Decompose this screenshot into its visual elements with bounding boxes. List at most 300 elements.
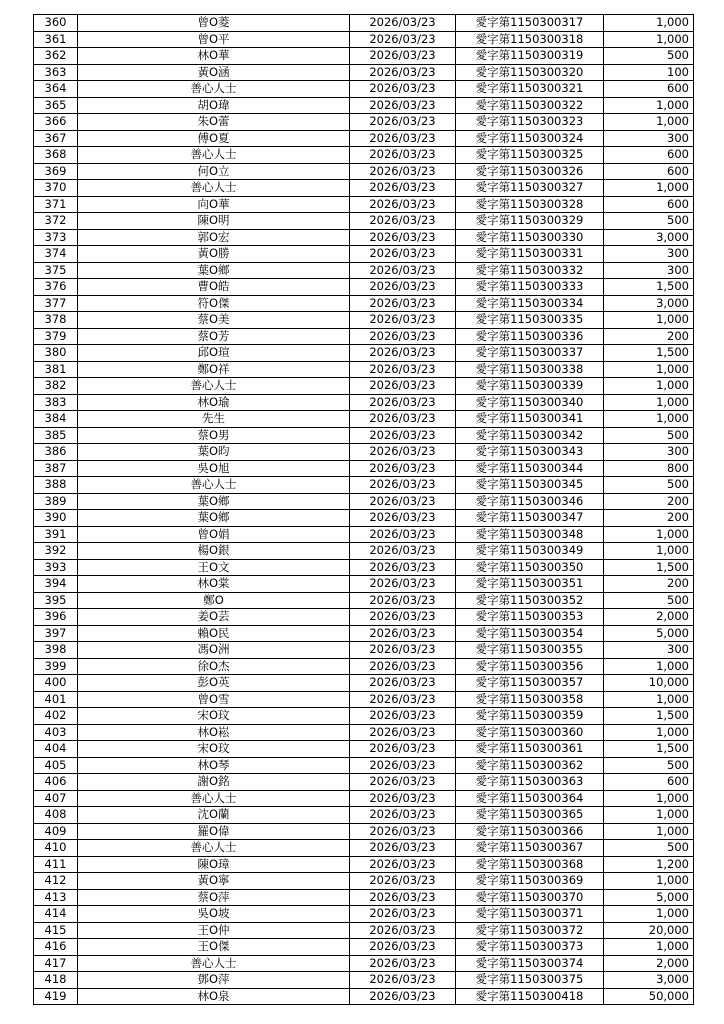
donor-name: 傅O夏 [78, 130, 350, 147]
donor-name: 曾O雪 [78, 691, 350, 708]
donation-date: 2026/03/23 [350, 576, 456, 593]
table-row [34, 708, 694, 725]
donation-amount: 1,000 [604, 543, 694, 560]
donation-date: 2026/03/23 [350, 378, 456, 395]
donation-date: 2026/03/23 [350, 279, 456, 296]
receipt-number: 愛字第1150300368 [456, 856, 604, 873]
donor-name: 林O泉 [78, 988, 350, 1005]
table-row [34, 856, 694, 873]
donor-name: 何O立 [78, 163, 350, 180]
receipt-number: 愛字第1150300337 [456, 345, 604, 362]
donor-name: 曾O菱 [78, 15, 350, 32]
donation-amount: 300 [604, 444, 694, 461]
row-number: 363 [34, 64, 78, 81]
table-row [34, 741, 694, 758]
donation-amount: 200 [604, 576, 694, 593]
row-number: 394 [34, 576, 78, 593]
row-number: 402 [34, 708, 78, 725]
donation-amount: 1,000 [604, 114, 694, 131]
donation-date: 2026/03/23 [350, 477, 456, 494]
donor-name: 陳O明 [78, 213, 350, 230]
row-number: 400 [34, 675, 78, 692]
receipt-number: 愛字第1150300339 [456, 378, 604, 395]
donation-amount: 500 [604, 213, 694, 230]
row-number: 362 [34, 48, 78, 65]
receipt-number: 愛字第1150300319 [456, 48, 604, 65]
donation-date: 2026/03/23 [350, 906, 456, 923]
donation-amount: 1,500 [604, 279, 694, 296]
table-row [34, 328, 694, 345]
donation-date: 2026/03/23 [350, 724, 456, 741]
donation-amount: 1,000 [604, 823, 694, 840]
receipt-number: 愛字第1150300361 [456, 741, 604, 758]
row-number: 380 [34, 345, 78, 362]
receipt-number: 愛字第1150300320 [456, 64, 604, 81]
table-row [34, 427, 694, 444]
donation-date: 2026/03/23 [350, 790, 456, 807]
receipt-number: 愛字第1150300366 [456, 823, 604, 840]
row-number: 371 [34, 196, 78, 213]
donor-name: 鄭O [78, 592, 350, 609]
table-row [34, 658, 694, 675]
donation-date: 2026/03/23 [350, 955, 456, 972]
row-number: 370 [34, 180, 78, 197]
receipt-number: 愛字第1150300332 [456, 262, 604, 279]
donor-name: 林O崧 [78, 724, 350, 741]
receipt-number: 愛字第1150300318 [456, 31, 604, 48]
donation-date: 2026/03/23 [350, 856, 456, 873]
row-number: 368 [34, 147, 78, 164]
table-row [34, 510, 694, 527]
row-number: 419 [34, 988, 78, 1005]
donation-date: 2026/03/23 [350, 675, 456, 692]
donation-date: 2026/03/23 [350, 114, 456, 131]
donor-name: 蔡O男 [78, 427, 350, 444]
donor-name: 黃O涵 [78, 64, 350, 81]
donation-date: 2026/03/23 [350, 972, 456, 989]
donation-amount: 3,000 [604, 295, 694, 312]
donation-date: 2026/03/23 [350, 64, 456, 81]
table-row [34, 559, 694, 576]
row-number: 418 [34, 972, 78, 989]
donation-date: 2026/03/23 [350, 559, 456, 576]
table-row [34, 790, 694, 807]
donation-date: 2026/03/23 [350, 543, 456, 560]
donation-amount: 500 [604, 840, 694, 857]
row-number: 383 [34, 394, 78, 411]
donation-amount: 1,000 [604, 906, 694, 923]
receipt-number: 愛字第1150300367 [456, 840, 604, 857]
donor-name: 善心人士 [78, 378, 350, 395]
row-number: 386 [34, 444, 78, 461]
donation-amount: 1,000 [604, 361, 694, 378]
table-row [34, 394, 694, 411]
donation-date: 2026/03/23 [350, 15, 456, 32]
donation-table-body [34, 15, 694, 1005]
donation-date: 2026/03/23 [350, 460, 456, 477]
donor-name: 謝O銘 [78, 774, 350, 791]
donation-amount: 1,000 [604, 724, 694, 741]
donor-name: 善心人士 [78, 147, 350, 164]
table-row [34, 163, 694, 180]
donation-date: 2026/03/23 [350, 427, 456, 444]
donation-amount: 500 [604, 48, 694, 65]
row-number: 397 [34, 625, 78, 642]
donation-amount: 20,000 [604, 922, 694, 939]
receipt-number: 愛字第1150300342 [456, 427, 604, 444]
table-row [34, 64, 694, 81]
donation-amount: 500 [604, 757, 694, 774]
table-row [34, 196, 694, 213]
donation-date: 2026/03/23 [350, 625, 456, 642]
table-row [34, 955, 694, 972]
receipt-number: 愛字第1150300336 [456, 328, 604, 345]
donor-name: 徐O杰 [78, 658, 350, 675]
table-row [34, 130, 694, 147]
donation-date: 2026/03/23 [350, 295, 456, 312]
donation-amount: 1,000 [604, 807, 694, 824]
donor-name: 馮O洲 [78, 642, 350, 659]
donor-name: 向O華 [78, 196, 350, 213]
table-row [34, 774, 694, 791]
table-row [34, 939, 694, 956]
donation-date: 2026/03/23 [350, 246, 456, 263]
donor-name: 林O華 [78, 48, 350, 65]
receipt-number: 愛字第1150300353 [456, 609, 604, 626]
receipt-number: 愛字第1150300335 [456, 312, 604, 329]
donation-amount: 1,000 [604, 378, 694, 395]
donation-date: 2026/03/23 [350, 147, 456, 164]
table-row [34, 15, 694, 32]
donation-amount: 200 [604, 328, 694, 345]
donation-date: 2026/03/23 [350, 691, 456, 708]
donor-name: 蔡O美 [78, 312, 350, 329]
row-number: 412 [34, 873, 78, 890]
donor-name: 蔡O萍 [78, 889, 350, 906]
table-row [34, 757, 694, 774]
donation-amount: 2,000 [604, 955, 694, 972]
receipt-number: 愛字第1150300364 [456, 790, 604, 807]
table-row [34, 675, 694, 692]
donor-name: 陳O璋 [78, 856, 350, 873]
table-row [34, 576, 694, 593]
donation-amount: 1,000 [604, 97, 694, 114]
donor-name: 吳O坡 [78, 906, 350, 923]
donor-name: 黃O勝 [78, 246, 350, 263]
donor-name: 葉O鄉 [78, 262, 350, 279]
donation-date: 2026/03/23 [350, 213, 456, 230]
row-number: 417 [34, 955, 78, 972]
donation-amount: 300 [604, 642, 694, 659]
table-row [34, 31, 694, 48]
donation-date: 2026/03/23 [350, 757, 456, 774]
donation-date: 2026/03/23 [350, 510, 456, 527]
receipt-number: 愛字第1150300324 [456, 130, 604, 147]
table-row [34, 592, 694, 609]
row-number: 395 [34, 592, 78, 609]
donation-date: 2026/03/23 [350, 130, 456, 147]
donation-amount: 1,000 [604, 312, 694, 329]
receipt-number: 愛字第1150300356 [456, 658, 604, 675]
receipt-number: 愛字第1150300418 [456, 988, 604, 1005]
table-row [34, 48, 694, 65]
donation-amount: 500 [604, 592, 694, 609]
table-row [34, 988, 694, 1005]
row-number: 398 [34, 642, 78, 659]
table-row [34, 213, 694, 230]
row-number: 381 [34, 361, 78, 378]
receipt-number: 愛字第1150300350 [456, 559, 604, 576]
donor-name: 王O傑 [78, 939, 350, 956]
donation-date: 2026/03/23 [350, 196, 456, 213]
receipt-number: 愛字第1150300365 [456, 807, 604, 824]
donor-name: 善心人士 [78, 81, 350, 98]
donation-amount: 5,000 [604, 889, 694, 906]
donation-date: 2026/03/23 [350, 823, 456, 840]
donation-date: 2026/03/23 [350, 394, 456, 411]
donor-name: 善心人士 [78, 955, 350, 972]
donation-date: 2026/03/23 [350, 493, 456, 510]
row-number: 409 [34, 823, 78, 840]
donation-amount: 100 [604, 64, 694, 81]
table-row [34, 724, 694, 741]
receipt-number: 愛字第1150300341 [456, 411, 604, 428]
row-number: 385 [34, 427, 78, 444]
row-number: 408 [34, 807, 78, 824]
table-row [34, 807, 694, 824]
donation-amount: 50,000 [604, 988, 694, 1005]
table-row [34, 97, 694, 114]
row-number: 392 [34, 543, 78, 560]
table-row [34, 147, 694, 164]
donor-name: 宋O玟 [78, 741, 350, 758]
table-row [34, 180, 694, 197]
table-row [34, 889, 694, 906]
donation-date: 2026/03/23 [350, 262, 456, 279]
receipt-number: 愛字第1150300349 [456, 543, 604, 560]
donation-amount: 1,000 [604, 939, 694, 956]
donor-name: 善心人士 [78, 180, 350, 197]
donor-name: 賴O民 [78, 625, 350, 642]
row-number: 390 [34, 510, 78, 527]
receipt-number: 愛字第1150300354 [456, 625, 604, 642]
table-row [34, 345, 694, 362]
row-number: 416 [34, 939, 78, 956]
receipt-number: 愛字第1150300345 [456, 477, 604, 494]
row-number: 373 [34, 229, 78, 246]
donation-date: 2026/03/23 [350, 889, 456, 906]
donation-amount: 800 [604, 460, 694, 477]
donor-name: 先生 [78, 411, 350, 428]
table-row [34, 246, 694, 263]
donation-date: 2026/03/23 [350, 312, 456, 329]
donation-amount: 600 [604, 196, 694, 213]
donation-amount: 500 [604, 477, 694, 494]
receipt-number: 愛字第1150300371 [456, 906, 604, 923]
row-number: 361 [34, 31, 78, 48]
row-number: 378 [34, 312, 78, 329]
donation-table [33, 14, 694, 1005]
row-number: 399 [34, 658, 78, 675]
table-row [34, 312, 694, 329]
row-number: 415 [34, 922, 78, 939]
table-row [34, 114, 694, 131]
donation-amount: 3,000 [604, 229, 694, 246]
row-number: 377 [34, 295, 78, 312]
receipt-number: 愛字第1150300326 [456, 163, 604, 180]
donor-name: 沈O蘭 [78, 807, 350, 824]
row-number: 403 [34, 724, 78, 741]
donation-date: 2026/03/23 [350, 31, 456, 48]
receipt-number: 愛字第1150300370 [456, 889, 604, 906]
table-row [34, 361, 694, 378]
row-number: 401 [34, 691, 78, 708]
table-row [34, 262, 694, 279]
row-number: 406 [34, 774, 78, 791]
row-number: 374 [34, 246, 78, 263]
receipt-number: 愛字第1150300351 [456, 576, 604, 593]
receipt-number: 愛字第1150300327 [456, 180, 604, 197]
row-number: 411 [34, 856, 78, 873]
donation-amount: 1,000 [604, 873, 694, 890]
table-row [34, 823, 694, 840]
receipt-number: 愛字第1150300372 [456, 922, 604, 939]
donation-amount: 1,000 [604, 790, 694, 807]
row-number: 387 [34, 460, 78, 477]
table-row [34, 378, 694, 395]
donor-name: 曾O娟 [78, 526, 350, 543]
receipt-number: 愛字第1150300321 [456, 81, 604, 98]
receipt-number: 愛字第1150300352 [456, 592, 604, 609]
receipt-number: 愛字第1150300358 [456, 691, 604, 708]
donation-date: 2026/03/23 [350, 708, 456, 725]
donation-date: 2026/03/23 [350, 774, 456, 791]
donor-name: 朱O蕾 [78, 114, 350, 131]
donor-name: 胡O瑋 [78, 97, 350, 114]
row-number: 393 [34, 559, 78, 576]
table-row [34, 460, 694, 477]
donation-date: 2026/03/23 [350, 873, 456, 890]
donor-name: 邱O瑄 [78, 345, 350, 362]
donor-name: 蔡O芳 [78, 328, 350, 345]
row-number: 404 [34, 741, 78, 758]
donor-name: 葉O鄉 [78, 510, 350, 527]
row-number: 375 [34, 262, 78, 279]
receipt-number: 愛字第1150300375 [456, 972, 604, 989]
donor-name: 楊O銀 [78, 543, 350, 560]
donor-name: 姜O芸 [78, 609, 350, 626]
row-number: 388 [34, 477, 78, 494]
row-number: 367 [34, 130, 78, 147]
receipt-number: 愛字第1150300373 [456, 939, 604, 956]
donation-date: 2026/03/23 [350, 609, 456, 626]
table-row [34, 444, 694, 461]
donation-amount: 1,500 [604, 708, 694, 725]
row-number: 372 [34, 213, 78, 230]
table-row [34, 642, 694, 659]
row-number: 389 [34, 493, 78, 510]
table-row [34, 229, 694, 246]
donation-date: 2026/03/23 [350, 642, 456, 659]
row-number: 407 [34, 790, 78, 807]
donor-name: 彭O英 [78, 675, 350, 692]
donation-amount: 1,000 [604, 691, 694, 708]
receipt-number: 愛字第1150300359 [456, 708, 604, 725]
receipt-number: 愛字第1150300343 [456, 444, 604, 461]
donor-name: 鄧O萍 [78, 972, 350, 989]
table-row [34, 922, 694, 939]
row-number: 414 [34, 906, 78, 923]
receipt-number: 愛字第1150300347 [456, 510, 604, 527]
donor-name: 郭O宏 [78, 229, 350, 246]
donation-date: 2026/03/23 [350, 741, 456, 758]
donation-amount: 5,000 [604, 625, 694, 642]
donation-date: 2026/03/23 [350, 411, 456, 428]
row-number: 410 [34, 840, 78, 857]
table-row [34, 279, 694, 296]
donor-name: 黃O寧 [78, 873, 350, 890]
row-number: 391 [34, 526, 78, 543]
receipt-number: 愛字第1150300330 [456, 229, 604, 246]
donation-amount: 1,000 [604, 394, 694, 411]
donation-amount: 300 [604, 262, 694, 279]
table-row [34, 543, 694, 560]
table-row [34, 873, 694, 890]
donation-date: 2026/03/23 [350, 48, 456, 65]
donor-name: 林O瑜 [78, 394, 350, 411]
donation-amount: 600 [604, 774, 694, 791]
donation-amount: 600 [604, 147, 694, 164]
receipt-number: 愛字第1150300363 [456, 774, 604, 791]
donation-amount: 1,500 [604, 559, 694, 576]
receipt-number: 愛字第1150300329 [456, 213, 604, 230]
receipt-number: 愛字第1150300322 [456, 97, 604, 114]
donation-date: 2026/03/23 [350, 939, 456, 956]
donation-date: 2026/03/23 [350, 840, 456, 857]
receipt-number: 愛字第1150300333 [456, 279, 604, 296]
donation-date: 2026/03/23 [350, 922, 456, 939]
row-number: 379 [34, 328, 78, 345]
table-row [34, 526, 694, 543]
donor-name: 善心人士 [78, 477, 350, 494]
receipt-number: 愛字第1150300362 [456, 757, 604, 774]
donation-amount: 3,000 [604, 972, 694, 989]
donation-amount: 1,000 [604, 411, 694, 428]
donation-date: 2026/03/23 [350, 526, 456, 543]
row-number: 366 [34, 114, 78, 131]
donation-date: 2026/03/23 [350, 163, 456, 180]
donation-amount: 1,500 [604, 741, 694, 758]
donation-date: 2026/03/23 [350, 345, 456, 362]
donation-amount: 10,000 [604, 675, 694, 692]
row-number: 360 [34, 15, 78, 32]
receipt-number: 愛字第1150300325 [456, 147, 604, 164]
donation-amount: 1,000 [604, 658, 694, 675]
receipt-number: 愛字第1150300344 [456, 460, 604, 477]
row-number: 376 [34, 279, 78, 296]
donation-date: 2026/03/23 [350, 97, 456, 114]
table-row [34, 972, 694, 989]
donation-amount: 300 [604, 246, 694, 263]
donation-date: 2026/03/23 [350, 592, 456, 609]
donor-name: 林O棠 [78, 576, 350, 593]
table-row [34, 840, 694, 857]
donor-name: 鄭O祥 [78, 361, 350, 378]
donation-amount: 1,500 [604, 345, 694, 362]
receipt-number: 愛字第1150300328 [456, 196, 604, 213]
donation-date: 2026/03/23 [350, 444, 456, 461]
donor-name: 善心人士 [78, 840, 350, 857]
